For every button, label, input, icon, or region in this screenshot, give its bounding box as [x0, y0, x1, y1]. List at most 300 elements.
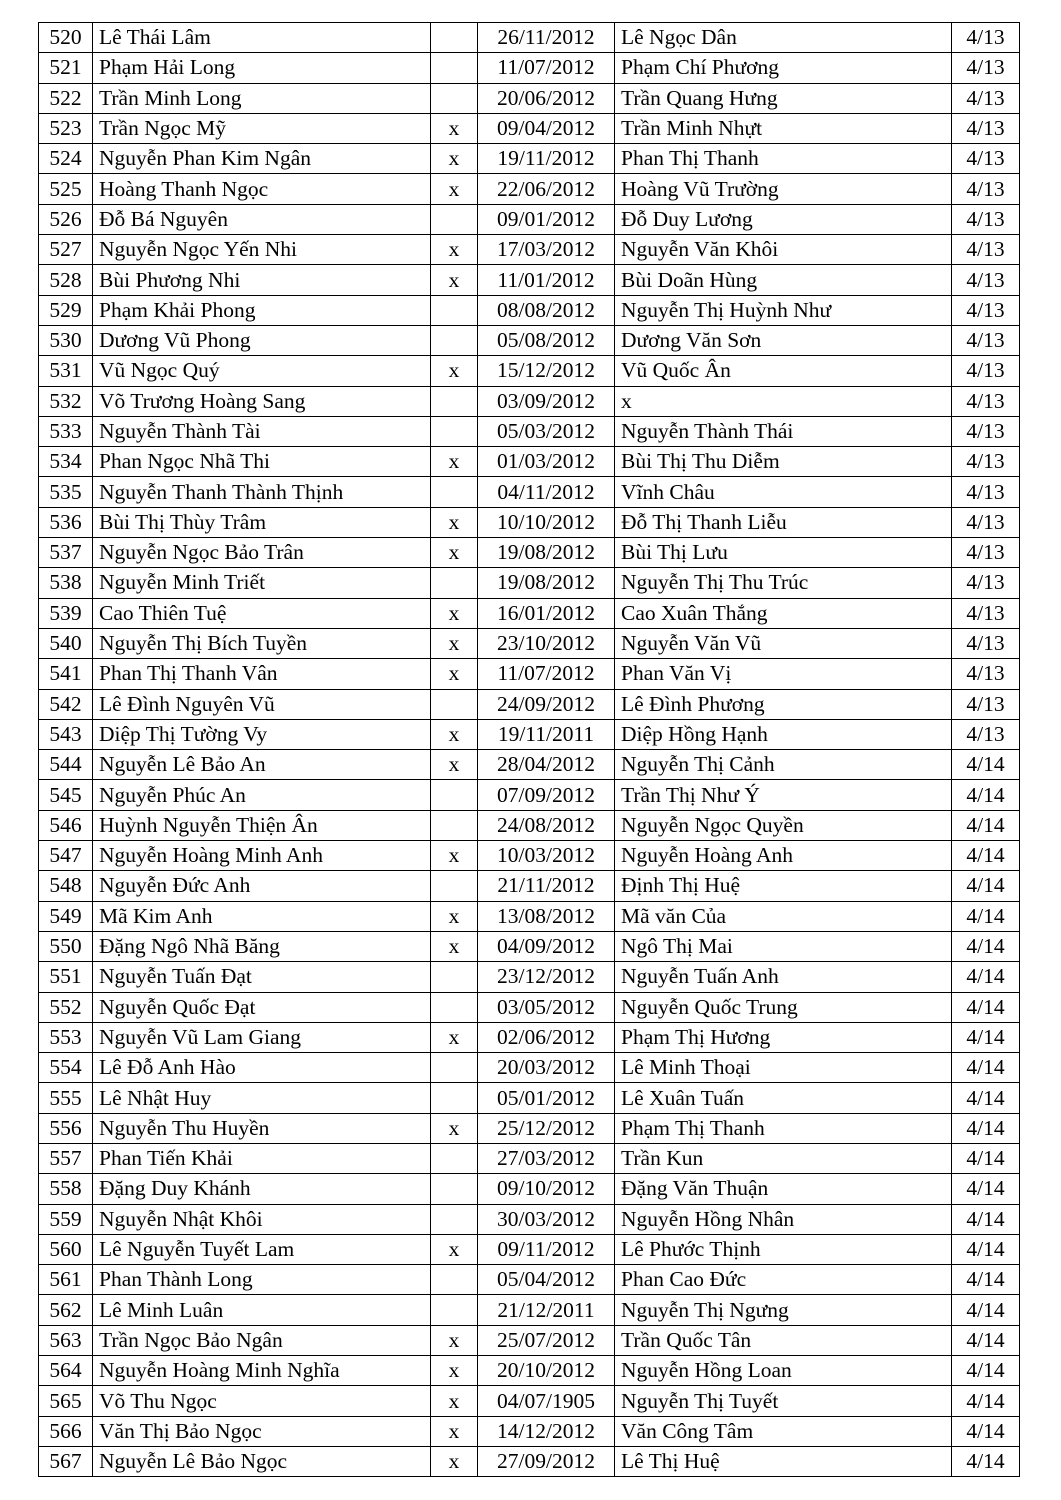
- birth-date: 24/08/2012: [478, 810, 615, 840]
- birth-date: 27/03/2012: [478, 1143, 615, 1173]
- row-number: 543: [39, 719, 93, 749]
- birth-date: 08/08/2012: [478, 295, 615, 325]
- row-number: 542: [39, 689, 93, 719]
- table-row: [39, 83, 1020, 113]
- birth-date: 28/04/2012: [478, 750, 615, 780]
- class-code: 4/14: [952, 810, 1020, 840]
- student-name: Bùi Phương Nhi: [93, 265, 431, 295]
- table-row: [39, 841, 1020, 871]
- row-number: 527: [39, 235, 93, 265]
- birth-date: 04/09/2012: [478, 931, 615, 961]
- class-code: 4/14: [952, 931, 1020, 961]
- parent-name: Lê Minh Thoại: [615, 1053, 952, 1083]
- class-code: 4/14: [952, 1053, 1020, 1083]
- table-row: [39, 598, 1020, 628]
- birth-date: 09/10/2012: [478, 1174, 615, 1204]
- parent-name: Vũ Quốc Ân: [615, 356, 952, 386]
- class-code: 4/14: [952, 1234, 1020, 1264]
- class-code: 4/14: [952, 1083, 1020, 1113]
- table-row: [39, 628, 1020, 658]
- class-code: 4/14: [952, 1416, 1020, 1446]
- table-row: [39, 538, 1020, 568]
- table-row: [39, 1416, 1020, 1446]
- parent-name: Lê Thị Huệ: [615, 1446, 952, 1476]
- table-row: [39, 871, 1020, 901]
- parent-name: Nguyễn Thị Thu Trúc: [615, 568, 952, 598]
- class-code: 4/14: [952, 841, 1020, 871]
- row-number: 524: [39, 144, 93, 174]
- birth-date: 03/09/2012: [478, 386, 615, 416]
- female-mark: x: [431, 931, 478, 961]
- row-number: 541: [39, 659, 93, 689]
- female-mark: x: [431, 538, 478, 568]
- female-mark: [431, 689, 478, 719]
- student-name: Lê Nguyễn Tuyết Lam: [93, 1234, 431, 1264]
- parent-name: Mã văn Của: [615, 901, 952, 931]
- birth-date: 16/01/2012: [478, 598, 615, 628]
- row-number: 538: [39, 568, 93, 598]
- student-name: Phan Ngọc Nhã Thi: [93, 447, 431, 477]
- class-code: 4/13: [952, 719, 1020, 749]
- table-row: [39, 1053, 1020, 1083]
- row-number: 539: [39, 598, 93, 628]
- row-number: 540: [39, 628, 93, 658]
- student-name: Huỳnh Nguyễn Thiện Ân: [93, 810, 431, 840]
- student-name: Võ Trương Hoàng Sang: [93, 386, 431, 416]
- parent-name: Lê Ngọc Dân: [615, 23, 952, 53]
- class-code: 4/13: [952, 204, 1020, 234]
- table-row: [39, 1204, 1020, 1234]
- row-number: 554: [39, 1053, 93, 1083]
- parent-name: Phạm Chí Phương: [615, 53, 952, 83]
- parent-name: Nguyễn Thị Huỳnh Như: [615, 295, 952, 325]
- birth-date: 09/04/2012: [478, 113, 615, 143]
- parent-name: Lê Xuân Tuấn: [615, 1083, 952, 1113]
- class-code: 4/14: [952, 1265, 1020, 1295]
- table-row: [39, 23, 1020, 53]
- class-code: 4/14: [952, 1204, 1020, 1234]
- table-row: [39, 750, 1020, 780]
- student-name: Trần Ngọc Bảo Ngân: [93, 1325, 431, 1355]
- female-mark: [431, 416, 478, 446]
- female-mark: x: [431, 841, 478, 871]
- class-code: 4/13: [952, 174, 1020, 204]
- student-name: Bùi Thị Thùy Trâm: [93, 507, 431, 537]
- birth-date: 11/01/2012: [478, 265, 615, 295]
- birth-date: 20/03/2012: [478, 1053, 615, 1083]
- female-mark: [431, 810, 478, 840]
- birth-date: 01/03/2012: [478, 447, 615, 477]
- female-mark: x: [431, 235, 478, 265]
- parent-name: Bùi Doãn Hùng: [615, 265, 952, 295]
- row-number: 550: [39, 931, 93, 961]
- row-number: 537: [39, 538, 93, 568]
- table-row: [39, 174, 1020, 204]
- class-code: 4/13: [952, 568, 1020, 598]
- student-name: Văn Thị Bảo Ngọc: [93, 1416, 431, 1446]
- class-code: 4/14: [952, 1113, 1020, 1143]
- table-row: [39, 1386, 1020, 1416]
- female-mark: x: [431, 901, 478, 931]
- female-mark: [431, 386, 478, 416]
- class-code: 4/13: [952, 386, 1020, 416]
- row-number: 561: [39, 1265, 93, 1295]
- student-name: Phan Thị Thanh Vân: [93, 659, 431, 689]
- birth-date: 05/04/2012: [478, 1265, 615, 1295]
- parent-name: Phan Văn Vị: [615, 659, 952, 689]
- table-row: [39, 1295, 1020, 1325]
- birth-date: 03/05/2012: [478, 992, 615, 1022]
- student-name: Phan Thành Long: [93, 1265, 431, 1295]
- table-row: [39, 265, 1020, 295]
- birth-date: 11/07/2012: [478, 659, 615, 689]
- female-mark: [431, 992, 478, 1022]
- birth-date: 20/10/2012: [478, 1356, 615, 1386]
- table-row: [39, 325, 1020, 355]
- class-code: 4/13: [952, 538, 1020, 568]
- parent-name: Ngô Thị Mai: [615, 931, 952, 961]
- row-number: 559: [39, 1204, 93, 1234]
- parent-name: Nguyễn Văn Khôi: [615, 235, 952, 265]
- female-mark: x: [431, 507, 478, 537]
- parent-name: Trần Quang Hưng: [615, 83, 952, 113]
- class-code: 4/14: [952, 780, 1020, 810]
- student-name: Nguyễn Thành Tài: [93, 416, 431, 446]
- parent-name: Lê Phước Thịnh: [615, 1234, 952, 1264]
- table-row: [39, 144, 1020, 174]
- female-mark: x: [431, 265, 478, 295]
- birth-date: 19/08/2012: [478, 538, 615, 568]
- class-code: 4/13: [952, 598, 1020, 628]
- row-number: 552: [39, 992, 93, 1022]
- student-name: Trần Ngọc Mỹ: [93, 113, 431, 143]
- table-row: [39, 659, 1020, 689]
- female-mark: [431, 295, 478, 325]
- student-name: Phạm Hải Long: [93, 53, 431, 83]
- student-name: Lê Đình Nguyên Vũ: [93, 689, 431, 719]
- table-row: [39, 901, 1020, 931]
- student-name: Đặng Ngô Nhã Băng: [93, 931, 431, 961]
- female-mark: x: [431, 598, 478, 628]
- class-code: 4/13: [952, 447, 1020, 477]
- student-name: Trần Minh Long: [93, 83, 431, 113]
- parent-name: x: [615, 386, 952, 416]
- birth-date: 02/06/2012: [478, 1022, 615, 1052]
- female-mark: [431, 1265, 478, 1295]
- table-row: [39, 1143, 1020, 1173]
- table-row: [39, 53, 1020, 83]
- female-mark: [431, 1295, 478, 1325]
- table-row: [39, 113, 1020, 143]
- female-mark: [431, 477, 478, 507]
- birth-date: 22/06/2012: [478, 174, 615, 204]
- class-code: 4/13: [952, 477, 1020, 507]
- female-mark: x: [431, 659, 478, 689]
- row-number: 521: [39, 53, 93, 83]
- row-number: 520: [39, 23, 93, 53]
- birth-date: 27/09/2012: [478, 1446, 615, 1476]
- document-page: [38, 22, 1019, 1477]
- student-name: Nguyễn Hoàng Minh Anh: [93, 841, 431, 871]
- table-row: [39, 1265, 1020, 1295]
- student-name: Nguyễn Phúc An: [93, 780, 431, 810]
- table-row: [39, 204, 1020, 234]
- birth-date: 05/01/2012: [478, 1083, 615, 1113]
- female-mark: x: [431, 1113, 478, 1143]
- parent-name: Trần Thị Như Ý: [615, 780, 952, 810]
- female-mark: x: [431, 1446, 478, 1476]
- student-name: Nguyễn Nhật Khôi: [93, 1204, 431, 1234]
- birth-date: 25/12/2012: [478, 1113, 615, 1143]
- class-code: 4/14: [952, 901, 1020, 931]
- birth-date: 10/10/2012: [478, 507, 615, 537]
- row-number: 530: [39, 325, 93, 355]
- row-number: 553: [39, 1022, 93, 1052]
- parent-name: Nguyễn Thị Tuyết: [615, 1386, 952, 1416]
- female-mark: x: [431, 447, 478, 477]
- parent-name: Lê Đình Phương: [615, 689, 952, 719]
- row-number: 549: [39, 901, 93, 931]
- class-code: 4/14: [952, 1446, 1020, 1476]
- birth-date: 20/06/2012: [478, 83, 615, 113]
- row-number: 529: [39, 295, 93, 325]
- birth-date: 21/12/2011: [478, 1295, 615, 1325]
- parent-name: Nguyễn Hoàng Anh: [615, 841, 952, 871]
- female-mark: [431, 568, 478, 598]
- female-mark: [431, 780, 478, 810]
- class-code: 4/13: [952, 144, 1020, 174]
- row-number: 546: [39, 810, 93, 840]
- parent-name: Nguyễn Hồng Nhân: [615, 1204, 952, 1234]
- student-name: Mã Kim Anh: [93, 901, 431, 931]
- female-mark: x: [431, 628, 478, 658]
- parent-name: Văn Công Tâm: [615, 1416, 952, 1446]
- row-number: 536: [39, 507, 93, 537]
- student-roster-table: [38, 22, 1020, 1477]
- female-mark: x: [431, 1386, 478, 1416]
- class-code: 4/14: [952, 1022, 1020, 1052]
- parent-name: Vĩnh Châu: [615, 477, 952, 507]
- class-code: 4/14: [952, 962, 1020, 992]
- parent-name: Đỗ Duy Lương: [615, 204, 952, 234]
- student-name: Phan Tiến Khải: [93, 1143, 431, 1173]
- female-mark: x: [431, 1356, 478, 1386]
- class-code: 4/14: [952, 1386, 1020, 1416]
- table-row: [39, 780, 1020, 810]
- birth-date: 19/08/2012: [478, 568, 615, 598]
- row-number: 566: [39, 1416, 93, 1446]
- class-code: 4/13: [952, 83, 1020, 113]
- parent-name: Bùi Thị Lưu: [615, 538, 952, 568]
- student-name: Lê Đỗ Anh Hào: [93, 1053, 431, 1083]
- class-code: 4/14: [952, 1325, 1020, 1355]
- class-code: 4/14: [952, 992, 1020, 1022]
- parent-name: Trần Minh Nhựt: [615, 113, 952, 143]
- birth-date: 19/11/2012: [478, 144, 615, 174]
- female-mark: x: [431, 174, 478, 204]
- female-mark: [431, 962, 478, 992]
- female-mark: [431, 1174, 478, 1204]
- student-name: Nguyễn Thanh Thành Thịnh: [93, 477, 431, 507]
- table-row: [39, 295, 1020, 325]
- row-number: 533: [39, 416, 93, 446]
- table-row: [39, 507, 1020, 537]
- student-name: Nguyễn Phan Kim Ngân: [93, 144, 431, 174]
- row-number: 560: [39, 1234, 93, 1264]
- student-name: Nguyễn Quốc Đạt: [93, 992, 431, 1022]
- class-code: 4/14: [952, 871, 1020, 901]
- female-mark: [431, 1053, 478, 1083]
- table-row: [39, 356, 1020, 386]
- parent-name: Phan Cao Đức: [615, 1265, 952, 1295]
- female-mark: [431, 1083, 478, 1113]
- class-code: 4/13: [952, 23, 1020, 53]
- class-code: 4/14: [952, 1356, 1020, 1386]
- row-number: 555: [39, 1083, 93, 1113]
- table-row: [39, 1446, 1020, 1476]
- row-number: 562: [39, 1295, 93, 1325]
- birth-date: 23/12/2012: [478, 962, 615, 992]
- table-row: [39, 810, 1020, 840]
- student-name: Lê Minh Luân: [93, 1295, 431, 1325]
- parent-name: Phạm Thị Thanh: [615, 1113, 952, 1143]
- birth-date: 04/07/1905: [478, 1386, 615, 1416]
- parent-name: Phạm Thị Hương: [615, 1022, 952, 1052]
- table-row: [39, 1113, 1020, 1143]
- table-row: [39, 689, 1020, 719]
- student-name: Lê Thái Lâm: [93, 23, 431, 53]
- female-mark: x: [431, 750, 478, 780]
- class-code: 4/13: [952, 659, 1020, 689]
- birth-date: 05/03/2012: [478, 416, 615, 446]
- class-code: 4/13: [952, 325, 1020, 355]
- parent-name: Bùi Thị Thu Diễm: [615, 447, 952, 477]
- class-code: 4/13: [952, 356, 1020, 386]
- row-number: 564: [39, 1356, 93, 1386]
- birth-date: 25/07/2012: [478, 1325, 615, 1355]
- student-name: Diệp Thị Tường Vy: [93, 719, 431, 749]
- female-mark: x: [431, 1022, 478, 1052]
- row-number: 558: [39, 1174, 93, 1204]
- female-mark: x: [431, 1416, 478, 1446]
- female-mark: [431, 83, 478, 113]
- class-code: 4/13: [952, 53, 1020, 83]
- row-number: 534: [39, 447, 93, 477]
- female-mark: [431, 53, 478, 83]
- student-name: Nguyễn Tuấn Đạt: [93, 962, 431, 992]
- parent-name: Định Thị Huệ: [615, 871, 952, 901]
- row-number: 531: [39, 356, 93, 386]
- birth-date: 15/12/2012: [478, 356, 615, 386]
- parent-name: Nguyễn Quốc Trung: [615, 992, 952, 1022]
- table-row: [39, 1022, 1020, 1052]
- class-code: 4/13: [952, 265, 1020, 295]
- class-code: 4/13: [952, 235, 1020, 265]
- table-row: [39, 477, 1020, 507]
- birth-date: 24/09/2012: [478, 689, 615, 719]
- student-name: Nguyễn Lê Bảo An: [93, 750, 431, 780]
- student-name: Vũ Ngọc Quý: [93, 356, 431, 386]
- class-code: 4/13: [952, 628, 1020, 658]
- birth-date: 05/08/2012: [478, 325, 615, 355]
- birth-date: 09/01/2012: [478, 204, 615, 234]
- parent-name: Phan Thị Thanh: [615, 144, 952, 174]
- parent-name: Nguyễn Ngọc Quyền: [615, 810, 952, 840]
- female-mark: [431, 204, 478, 234]
- student-name: Dương Vũ Phong: [93, 325, 431, 355]
- class-code: 4/13: [952, 507, 1020, 537]
- birth-date: 14/12/2012: [478, 1416, 615, 1446]
- student-name: Lê Nhật Huy: [93, 1083, 431, 1113]
- student-name: Nguyễn Thu Huyền: [93, 1113, 431, 1143]
- table-row: [39, 719, 1020, 749]
- table-row: [39, 1356, 1020, 1386]
- class-code: 4/14: [952, 1143, 1020, 1173]
- row-number: 526: [39, 204, 93, 234]
- parent-name: Nguyễn Thành Thái: [615, 416, 952, 446]
- row-number: 551: [39, 962, 93, 992]
- row-number: 522: [39, 83, 93, 113]
- parent-name: Trần Quốc Tân: [615, 1325, 952, 1355]
- student-name: Phạm Khải Phong: [93, 295, 431, 325]
- table-row: [39, 962, 1020, 992]
- parent-name: Đỗ Thị Thanh Liễu: [615, 507, 952, 537]
- birth-date: 21/11/2012: [478, 871, 615, 901]
- birth-date: 13/08/2012: [478, 901, 615, 931]
- birth-date: 11/07/2012: [478, 53, 615, 83]
- parent-name: Hoàng Vũ Trường: [615, 174, 952, 204]
- parent-name: Nguyễn Văn Vũ: [615, 628, 952, 658]
- female-mark: x: [431, 144, 478, 174]
- row-number: 523: [39, 113, 93, 143]
- row-number: 556: [39, 1113, 93, 1143]
- birth-date: 30/03/2012: [478, 1204, 615, 1234]
- row-number: 535: [39, 477, 93, 507]
- row-number: 545: [39, 780, 93, 810]
- row-number: 563: [39, 1325, 93, 1355]
- student-name: Nguyễn Lê Bảo Ngọc: [93, 1446, 431, 1476]
- table-row: [39, 1234, 1020, 1264]
- student-name: Đặng Duy Khánh: [93, 1174, 431, 1204]
- class-code: 4/13: [952, 689, 1020, 719]
- birth-date: 23/10/2012: [478, 628, 615, 658]
- student-name: Nguyễn Minh Triết: [93, 568, 431, 598]
- parent-name: Nguyễn Hồng Loan: [615, 1356, 952, 1386]
- female-mark: [431, 1204, 478, 1234]
- table-row: [39, 447, 1020, 477]
- table-row: [39, 1083, 1020, 1113]
- female-mark: x: [431, 356, 478, 386]
- birth-date: 09/11/2012: [478, 1234, 615, 1264]
- student-name: Nguyễn Ngọc Yến Nhi: [93, 235, 431, 265]
- class-code: 4/14: [952, 1174, 1020, 1204]
- row-number: 525: [39, 174, 93, 204]
- parent-name: Cao Xuân Thắng: [615, 598, 952, 628]
- parent-name: Đặng Văn Thuận: [615, 1174, 952, 1204]
- parent-name: Nguyễn Thị Ngưng: [615, 1295, 952, 1325]
- class-code: 4/13: [952, 113, 1020, 143]
- student-name: Nguyễn Ngọc Bảo Trân: [93, 538, 431, 568]
- roster-body: [39, 23, 1020, 1477]
- parent-name: Nguyễn Tuấn Anh: [615, 962, 952, 992]
- parent-name: Diệp Hồng Hạnh: [615, 719, 952, 749]
- class-code: 4/14: [952, 750, 1020, 780]
- class-code: 4/13: [952, 416, 1020, 446]
- student-name: Nguyễn Hoàng Minh Nghĩa: [93, 1356, 431, 1386]
- student-name: Nguyễn Vũ Lam Giang: [93, 1022, 431, 1052]
- student-name: Nguyễn Đức Anh: [93, 871, 431, 901]
- parent-name: Trần Kun: [615, 1143, 952, 1173]
